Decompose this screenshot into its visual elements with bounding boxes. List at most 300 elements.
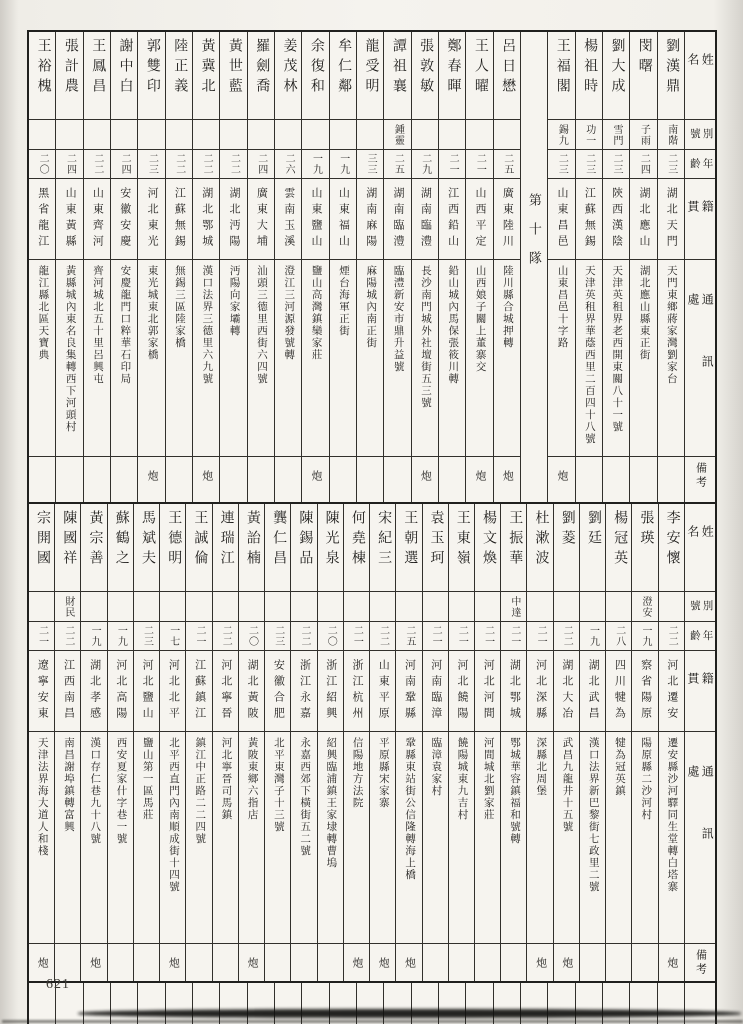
cell-native-place bbox=[423, 651, 448, 732]
cell-address bbox=[630, 260, 656, 457]
cell-name-text: 蘇鶴之 bbox=[113, 510, 129, 570]
person-column bbox=[475, 504, 501, 981]
cell-alias bbox=[138, 120, 164, 150]
cell-notes bbox=[29, 944, 54, 981]
cell-address-text: 鞏縣東站街公信隆轉海上橋 bbox=[404, 737, 416, 881]
cell-notes bbox=[501, 944, 526, 981]
cell-native-place bbox=[494, 179, 520, 260]
cell-notes bbox=[160, 944, 185, 981]
cell-address bbox=[501, 732, 526, 944]
cell-address bbox=[606, 732, 631, 944]
cell-name-text: 劉大成 bbox=[609, 38, 625, 98]
cell-native-place bbox=[186, 651, 211, 732]
cell-notes bbox=[632, 944, 657, 981]
cell-address bbox=[475, 732, 500, 944]
person-column bbox=[81, 504, 107, 981]
cell-name bbox=[302, 32, 328, 120]
cell-age bbox=[576, 150, 602, 179]
cell-native-place-text: 遼寧安東 bbox=[36, 659, 49, 723]
cell-name-text: 黃詒楠 bbox=[244, 510, 260, 570]
cell-name bbox=[603, 32, 629, 120]
cell-native-place-text: 江西鉛山 bbox=[446, 187, 459, 251]
cell-native-place bbox=[439, 179, 465, 260]
cell-name-text: 陳光泉 bbox=[323, 510, 339, 570]
cell-address bbox=[494, 260, 520, 457]
cell-name bbox=[580, 504, 605, 592]
row-header-native bbox=[685, 651, 715, 732]
cell-age bbox=[423, 622, 448, 651]
cell-alias-text: 南階 bbox=[665, 123, 677, 146]
cell-notes-text: 炮 bbox=[377, 957, 390, 968]
cell-name bbox=[29, 504, 54, 592]
cell-age-text: 三三 bbox=[365, 153, 377, 175]
cell-name-text: 黃世藍 bbox=[226, 38, 242, 98]
person-column bbox=[659, 504, 685, 981]
cell-name-text: 劉漢鼎 bbox=[664, 38, 680, 98]
cell-address bbox=[344, 732, 369, 944]
cell-native-place-text: 湖北天門 bbox=[665, 187, 678, 251]
cell-address-text: 天津法界海大道人和棧 bbox=[36, 737, 48, 857]
cell-native-place bbox=[466, 179, 492, 260]
cell-name bbox=[84, 32, 110, 120]
cell-address bbox=[423, 732, 448, 944]
cell-age bbox=[84, 150, 110, 179]
cell-alias bbox=[412, 120, 438, 150]
cell-native-place bbox=[412, 179, 438, 260]
cell-age bbox=[111, 150, 137, 179]
cell-native-place bbox=[606, 651, 631, 732]
cell-age bbox=[160, 622, 185, 651]
cell-age-text: 二五 bbox=[392, 153, 404, 175]
cell-name-text: 王裕槐 bbox=[35, 38, 51, 98]
cell-name-text: 楊文煥 bbox=[481, 510, 496, 570]
cell-alias-text: 鍾靈 bbox=[392, 123, 404, 146]
cell-age-text: 二九 bbox=[419, 153, 431, 175]
cell-age bbox=[138, 150, 164, 179]
cell-age bbox=[501, 622, 526, 651]
cell-native-place-text: 江西南昌 bbox=[62, 659, 75, 723]
cell-native-place-text: 河北深縣 bbox=[534, 659, 547, 723]
cell-notes bbox=[606, 944, 631, 981]
cell-name-text: 鄭春暉 bbox=[445, 38, 461, 98]
cell-age-text: 二二 bbox=[173, 153, 185, 175]
cell-address-text: 煙台海軍正街 bbox=[337, 265, 349, 337]
cell-alias bbox=[423, 592, 448, 622]
cell-name bbox=[344, 504, 369, 592]
cell-name-text: 牟仁鄰 bbox=[336, 38, 352, 98]
cell-alias bbox=[84, 120, 110, 150]
cell-name-text: 余復和 bbox=[308, 38, 324, 98]
cell-name bbox=[186, 504, 211, 592]
cell-native-place-text: 河北北平 bbox=[167, 659, 180, 723]
cell-notes bbox=[108, 944, 133, 981]
cell-address bbox=[248, 260, 274, 457]
cell-age bbox=[193, 150, 219, 179]
cell-name bbox=[248, 32, 274, 120]
cell-address-text: 黃縣城內東名良集轉西下河頭村 bbox=[64, 265, 76, 433]
cell-name-text: 陸正義 bbox=[172, 38, 188, 98]
cell-native-place-text: 河北遷安 bbox=[665, 659, 678, 723]
cell-alias bbox=[475, 592, 500, 622]
cell-native-place bbox=[449, 651, 474, 732]
cell-name bbox=[439, 32, 465, 120]
cell-native-place bbox=[554, 651, 579, 732]
cell-notes bbox=[466, 457, 492, 494]
cell-name bbox=[318, 504, 343, 592]
cell-native-place bbox=[213, 651, 238, 732]
cell-age bbox=[134, 622, 159, 651]
cell-alias bbox=[527, 592, 552, 622]
row-header-address-label: 通訊處 bbox=[685, 293, 715, 417]
cell-address-text: 漢口法界新巴黎街七政里二號 bbox=[587, 737, 599, 893]
cell-native-place bbox=[239, 651, 264, 732]
cell-address bbox=[396, 732, 421, 944]
cell-native-place-text: 河北饒陽 bbox=[455, 659, 468, 723]
cell-address-text: 鹽山第一區馬莊 bbox=[141, 737, 153, 821]
cell-alias bbox=[501, 592, 526, 622]
cell-native-place bbox=[134, 651, 159, 732]
cell-native-place bbox=[248, 179, 274, 260]
cell-notes bbox=[248, 457, 274, 494]
cell-native-place bbox=[396, 651, 421, 732]
cell-address bbox=[265, 732, 290, 944]
cell-age-text: 一九 bbox=[89, 625, 101, 647]
cell-native-place bbox=[108, 651, 133, 732]
cell-notes bbox=[265, 944, 290, 981]
cell-age bbox=[344, 622, 369, 651]
cell-age-text: 二三 bbox=[272, 625, 284, 647]
cell-alias-text: 子雨 bbox=[638, 123, 650, 146]
cell-name bbox=[81, 504, 106, 592]
cell-name-text: 譚祖襄 bbox=[390, 38, 406, 98]
cell-notes bbox=[56, 457, 82, 494]
cell-address bbox=[275, 260, 301, 457]
cell-address bbox=[527, 732, 552, 944]
cell-name-text: 何堯棟 bbox=[349, 510, 365, 570]
cell-age bbox=[275, 150, 301, 179]
cell-notes bbox=[576, 457, 602, 494]
cell-alias bbox=[56, 120, 82, 150]
cell-notes bbox=[384, 457, 410, 494]
cell-age-text: 二〇 bbox=[37, 153, 49, 175]
cell-address bbox=[55, 732, 80, 944]
cell-name-text: 陳錫品 bbox=[297, 510, 313, 570]
cell-notes bbox=[554, 944, 579, 981]
person-column bbox=[160, 504, 186, 981]
cell-native-place bbox=[265, 651, 290, 732]
cell-address-text: 天門東鄉蔣家灣劉家台 bbox=[665, 265, 677, 385]
cell-alias bbox=[580, 592, 605, 622]
cell-notes-text: 炮 bbox=[665, 957, 678, 968]
cell-address-text: 麻陽城內南正街 bbox=[365, 265, 377, 349]
cell-address bbox=[466, 260, 492, 457]
cell-alias-text: 功一 bbox=[583, 123, 595, 146]
cell-name bbox=[554, 504, 579, 592]
cell-address-text: 安慶龍門口粹華石印局 bbox=[119, 265, 131, 385]
person-column bbox=[186, 504, 212, 981]
cell-name bbox=[423, 504, 448, 592]
row-header-address bbox=[685, 732, 715, 944]
cell-alias bbox=[166, 120, 192, 150]
cell-alias bbox=[160, 592, 185, 622]
cell-alias bbox=[302, 120, 328, 150]
cell-notes bbox=[318, 944, 343, 981]
cell-native-place-text: 江蘇無錫 bbox=[583, 187, 596, 251]
cell-name-text: 杜漱波 bbox=[533, 510, 549, 570]
cell-native-place bbox=[84, 179, 110, 260]
cell-alias-text: 錫九 bbox=[556, 123, 568, 146]
row-header-alias bbox=[685, 120, 715, 150]
cell-age bbox=[55, 622, 80, 651]
cell-notes bbox=[213, 944, 238, 981]
person-column bbox=[396, 504, 422, 981]
cell-age-text: 二二 bbox=[561, 625, 573, 647]
cell-address-text: 北平東灣子十三號 bbox=[272, 737, 284, 833]
cell-address-text: 鹽山高灣鎮欒家莊 bbox=[310, 265, 322, 361]
row-header-name bbox=[685, 504, 715, 592]
cell-native-place-text: 陝西漢陰 bbox=[610, 187, 623, 251]
cell-address-text: 東光城東北郭家橋 bbox=[146, 265, 158, 361]
cell-notes bbox=[138, 457, 164, 494]
cell-native-place bbox=[370, 651, 395, 732]
cell-alias bbox=[439, 120, 465, 150]
cell-address bbox=[138, 260, 164, 457]
cell-age bbox=[302, 150, 328, 179]
cell-address bbox=[330, 260, 356, 457]
person-column bbox=[55, 504, 81, 981]
cell-address-text: 信陽地方法院 bbox=[351, 737, 363, 809]
cell-address-text: 陽原縣二沙河村 bbox=[640, 737, 652, 821]
row-header-notes bbox=[685, 457, 715, 494]
cell-address-text: 臨漳袁家村 bbox=[430, 737, 442, 797]
cell-address-text: 山西娘子關上董寨交 bbox=[474, 265, 486, 373]
cell-address-text: 永嘉西郊下橫街五二號 bbox=[299, 737, 311, 857]
person-column bbox=[318, 504, 344, 981]
cell-name bbox=[632, 504, 657, 592]
cell-notes bbox=[220, 457, 246, 494]
cell-address bbox=[29, 260, 55, 457]
cell-address-text: 山東昌邑十字路 bbox=[556, 265, 568, 349]
row-header-age bbox=[685, 150, 715, 179]
person-column bbox=[239, 504, 265, 981]
cell-address-text: 天津英租界老西開東關八十一號 bbox=[611, 265, 623, 433]
cell-age-text: 一九 bbox=[337, 153, 349, 175]
cell-alias-text: 財民 bbox=[62, 595, 74, 618]
cell-age-text: 二二 bbox=[220, 625, 232, 647]
cell-address-text: 汕頭三德里西街六四號 bbox=[255, 265, 267, 385]
person-column bbox=[291, 504, 317, 981]
cell-notes bbox=[239, 944, 264, 981]
cell-age-text: 二三 bbox=[665, 153, 677, 175]
cell-alias bbox=[239, 592, 264, 622]
cell-age-text: 二二 bbox=[228, 153, 240, 175]
cell-age bbox=[606, 622, 631, 651]
cell-age-text: 二二 bbox=[377, 625, 389, 647]
cell-notes bbox=[659, 944, 684, 981]
row-header-address bbox=[685, 260, 715, 457]
cell-name-text: 宗開國 bbox=[35, 510, 51, 570]
cell-notes bbox=[603, 457, 629, 494]
cell-notes bbox=[396, 944, 421, 981]
cell-alias bbox=[108, 592, 133, 622]
cell-name bbox=[239, 504, 264, 592]
cell-address-text: 龍江縣北區天寶典 bbox=[37, 265, 49, 361]
row-header-alias bbox=[685, 592, 715, 622]
cell-notes bbox=[134, 944, 159, 981]
cell-notes-text: 炮 bbox=[419, 470, 432, 481]
cell-address bbox=[213, 732, 238, 944]
cell-age bbox=[412, 150, 438, 179]
cell-alias bbox=[606, 592, 631, 622]
cell-address bbox=[357, 260, 383, 457]
cell-address bbox=[193, 260, 219, 457]
cell-native-place bbox=[632, 651, 657, 732]
cell-native-place-text: 山東齊河 bbox=[91, 187, 104, 251]
page-number: 621 bbox=[46, 977, 70, 992]
cell-name-text: 王朝選 bbox=[402, 510, 418, 570]
cell-notes bbox=[302, 457, 328, 494]
cell-name bbox=[291, 504, 316, 592]
cell-age bbox=[166, 150, 192, 179]
cell-notes-text: 炮 bbox=[474, 470, 486, 481]
cell-native-place bbox=[330, 179, 356, 260]
cell-native-place-text: 浙江杭州 bbox=[351, 659, 364, 723]
cell-native-place bbox=[384, 179, 410, 260]
cell-age bbox=[659, 622, 684, 651]
cell-native-place-text: 山東昌邑 bbox=[555, 187, 568, 251]
cell-native-place-text: 浙江永嘉 bbox=[298, 659, 311, 723]
cell-name bbox=[527, 504, 552, 592]
person-column bbox=[423, 504, 449, 981]
cell-age bbox=[396, 622, 421, 651]
cell-name-text: 楊祖時 bbox=[582, 38, 598, 98]
cell-notes bbox=[475, 944, 500, 981]
cell-native-place-text: 河北寧晉 bbox=[219, 659, 232, 723]
cell-name bbox=[466, 32, 492, 120]
cell-notes-text: 炮 bbox=[88, 957, 101, 968]
cell-name-text: 張敦敏 bbox=[418, 38, 434, 98]
cell-native-place bbox=[111, 179, 137, 260]
cell-age-text: 二三 bbox=[556, 153, 568, 175]
cell-name bbox=[659, 504, 684, 592]
cell-notes bbox=[658, 457, 684, 494]
cell-native-place-text: 山東平原 bbox=[377, 659, 390, 723]
cell-address-text: 西安夏家什字巷一號 bbox=[115, 737, 127, 845]
cell-notes bbox=[412, 457, 438, 494]
person-column bbox=[29, 504, 55, 981]
cell-age bbox=[265, 622, 290, 651]
person-column bbox=[344, 504, 370, 981]
cell-address-text: 長沙南門城外社壇街五三號 bbox=[419, 265, 431, 409]
cell-alias bbox=[29, 120, 55, 150]
cell-address bbox=[548, 260, 574, 457]
cell-age bbox=[466, 150, 492, 179]
cell-alias bbox=[111, 120, 137, 150]
cell-age-text: 一九 bbox=[310, 153, 322, 175]
cell-native-place bbox=[302, 179, 328, 260]
cell-native-place bbox=[603, 179, 629, 260]
cell-age bbox=[658, 150, 684, 179]
cell-native-place bbox=[318, 651, 343, 732]
cell-address-text: 臨澧新安市鼎升益號 bbox=[392, 265, 404, 373]
cell-native-place-text: 山東福山 bbox=[337, 187, 350, 251]
cell-age-text: 二五 bbox=[501, 153, 513, 175]
cell-age bbox=[632, 622, 657, 651]
cell-address-text: 鉛山城內馬保張筱川轉 bbox=[447, 265, 459, 385]
roster-table-lower bbox=[27, 502, 717, 983]
cell-notes bbox=[548, 457, 574, 494]
cell-alias bbox=[357, 120, 383, 150]
cell-age bbox=[108, 622, 133, 651]
cell-native-place-text: 山東鹽山 bbox=[310, 187, 323, 251]
cell-age-text: 二二 bbox=[666, 625, 678, 647]
row-header-native bbox=[685, 179, 715, 260]
cell-native-place-text: 河北高陽 bbox=[114, 659, 127, 723]
cell-age bbox=[318, 622, 343, 651]
cell-name bbox=[265, 504, 290, 592]
row-header-notes bbox=[685, 944, 715, 981]
cell-address-text: 河間城北劉家莊 bbox=[482, 737, 494, 821]
cell-native-place bbox=[548, 179, 574, 260]
cell-notes bbox=[527, 944, 552, 981]
cell-native-place-text: 湖北黃陂 bbox=[246, 659, 259, 723]
cell-alias bbox=[55, 592, 80, 622]
cell-name-text: 宋紀三 bbox=[376, 510, 392, 570]
cell-native-place bbox=[630, 179, 656, 260]
cell-native-place bbox=[81, 651, 106, 732]
cell-age bbox=[239, 622, 264, 651]
cell-notes bbox=[423, 944, 448, 981]
cell-address-text: 紹興臨浦鎮王家埭轉曹塢 bbox=[325, 737, 337, 869]
cell-name bbox=[29, 32, 55, 120]
cell-native-place-text: 浙江紹興 bbox=[324, 659, 337, 723]
person-column bbox=[213, 504, 239, 981]
cell-native-place-text: 河北河間 bbox=[482, 659, 495, 723]
cell-native-place bbox=[220, 179, 246, 260]
cell-native-place bbox=[29, 179, 55, 260]
cell-name bbox=[275, 32, 301, 120]
cell-name bbox=[166, 32, 192, 120]
cell-name-text: 龔仁昌 bbox=[271, 510, 287, 570]
cell-name-text: 王東嶺 bbox=[454, 510, 470, 570]
cell-age-text: 二六 bbox=[283, 153, 295, 175]
cell-address bbox=[318, 732, 343, 944]
cell-address-text: 南昌謝埠鎮轉富興 bbox=[63, 737, 75, 833]
cell-age bbox=[548, 150, 574, 179]
cell-notes bbox=[580, 944, 605, 981]
cell-address bbox=[580, 732, 605, 944]
cell-name-text: 袁玉珂 bbox=[428, 510, 444, 570]
cell-address-text: 饒陽城東九吉村 bbox=[456, 737, 468, 821]
cell-address bbox=[84, 260, 110, 457]
person-column bbox=[632, 504, 658, 981]
cell-name bbox=[330, 32, 356, 120]
person-column bbox=[449, 504, 475, 981]
cell-name-text: 王誠倫 bbox=[192, 510, 208, 570]
cell-address bbox=[384, 260, 410, 457]
scan-artifact-bottom-edge bbox=[2, 1020, 743, 1023]
cell-notes-text: 炮 bbox=[501, 470, 514, 481]
person-column bbox=[606, 504, 632, 981]
cell-name bbox=[55, 504, 80, 592]
cell-notes bbox=[166, 457, 192, 494]
cell-notes bbox=[111, 457, 137, 494]
cell-age-text: 二二 bbox=[298, 625, 310, 647]
cell-notes-text: 炮 bbox=[36, 957, 49, 968]
row-header-native-label: 籍貫 bbox=[685, 672, 715, 704]
cell-alias bbox=[576, 120, 602, 150]
cell-name bbox=[384, 32, 410, 120]
